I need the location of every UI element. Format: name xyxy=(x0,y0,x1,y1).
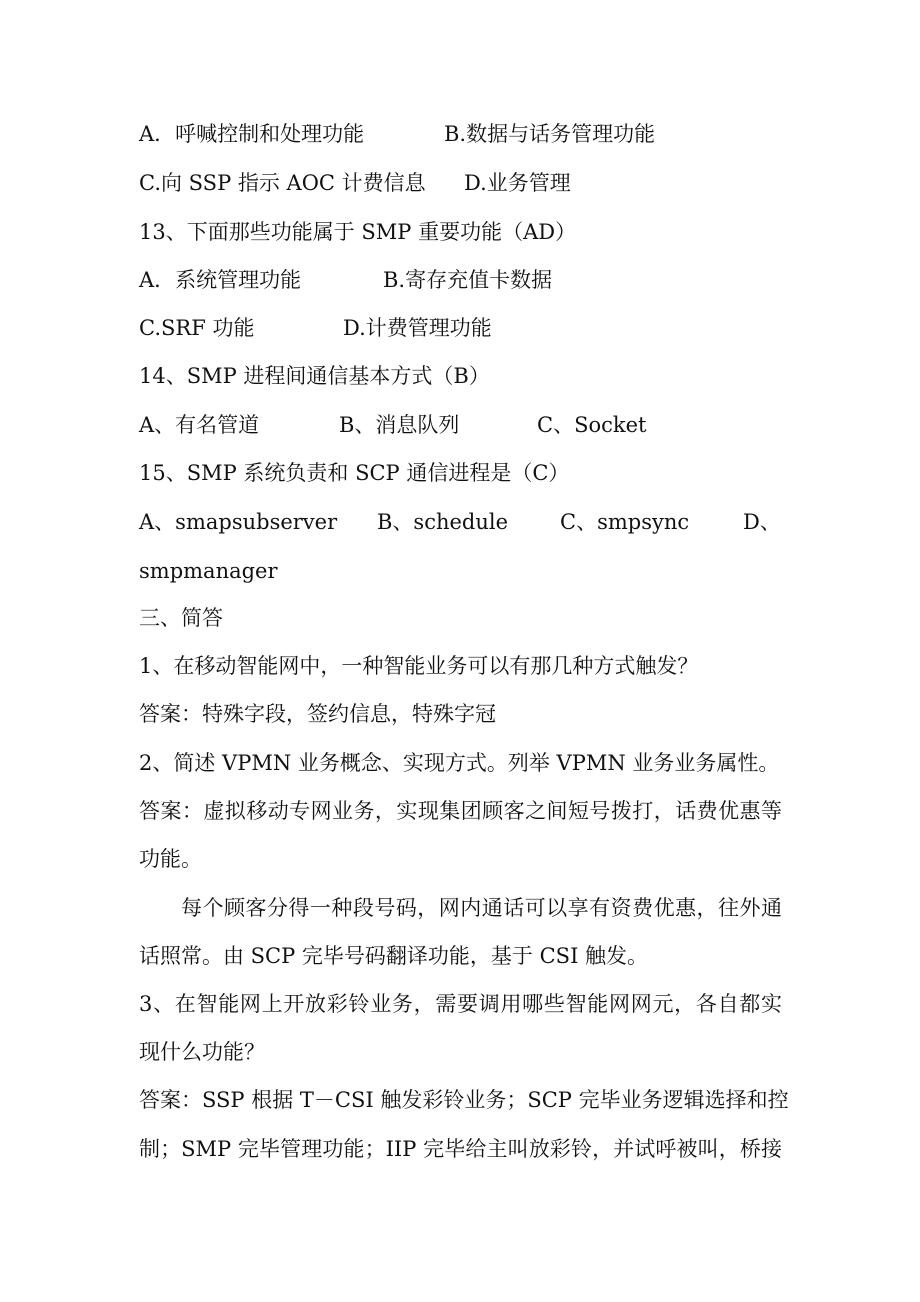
short-answer-question-1: 1、在移动智能网中，一种智能业务可以有那几种方式触发？ xyxy=(139,654,699,678)
option-a: A．呼喊控制和处理功能 xyxy=(139,122,365,146)
option-d: D、 xyxy=(743,510,781,534)
short-answer-question-3-line-2: 现什么功能？ xyxy=(139,1040,265,1064)
question-13: 13、下面那些功能属于 SMP 重要功能（AD） xyxy=(139,220,577,244)
question-14: 14、SMP 进程间通信基本方式（B） xyxy=(139,364,490,388)
short-answer-answer-2-para-line-2: 话照常。由 SCP 完毕号码翻译功能，基于 CSI 触发。 xyxy=(139,944,649,968)
short-answer-answer-2-para-line-1: 每个顾客分得一种段号码，网内通话可以享有资费优惠，往外通 xyxy=(181,896,782,920)
option-d: D.业务管理 xyxy=(464,171,571,195)
option-b: B.数据与话务管理功能 xyxy=(444,122,656,146)
option-a: A、smapsubserver xyxy=(139,510,338,534)
option-b: B、消息队列 xyxy=(339,413,460,437)
short-answer-question-2: 2、简述 VPMN 业务概念、实现方式。列举 VPMN 业务业务属性。 xyxy=(139,751,780,775)
option-d-continued: smpmanager xyxy=(139,559,278,583)
option-c: C.SRF 功能 xyxy=(139,316,255,340)
section-heading: 三、简答 xyxy=(139,606,223,630)
option-b: B、schedule xyxy=(377,510,509,534)
question-15: 15、SMP 系统负责和 SCP 通信进程是（C） xyxy=(139,461,570,485)
option-a: A、有名管道 xyxy=(139,413,260,437)
short-answer-answer-3-line-2: 制；SMP 完毕管理功能；IIP 完毕给主叫放彩铃，并试呼被叫，桥接 xyxy=(139,1137,782,1161)
option-d: D.计费管理功能 xyxy=(343,316,492,340)
option-b: B.寄存充值卡数据 xyxy=(383,268,553,292)
option-c: C、smpsync xyxy=(560,510,690,534)
short-answer-answer-1: 答案：特殊字段，签约信息，特殊字冠 xyxy=(139,702,496,726)
short-answer-question-3-line-1: 3、在智能网上开放彩铃业务，需要调用哪些智能网网元，各自都实 xyxy=(139,992,782,1016)
short-answer-answer-2-line-1: 答案：虚拟移动专网业务，实现集团顾客之间短号拨打，话费优惠等 xyxy=(139,799,782,823)
option-c: C.向 SSP 指示 AOC 计费信息 xyxy=(139,171,426,195)
option-c: C、Socket xyxy=(537,413,647,437)
short-answer-answer-2-line-2: 功能。 xyxy=(139,847,202,871)
option-a: A．系统管理功能 xyxy=(139,268,302,292)
short-answer-answer-3-line-1: 答案：SSP 根据 T－CSI 触发彩铃业务；SCP 完毕业务逻辑选择和控 xyxy=(139,1088,789,1112)
